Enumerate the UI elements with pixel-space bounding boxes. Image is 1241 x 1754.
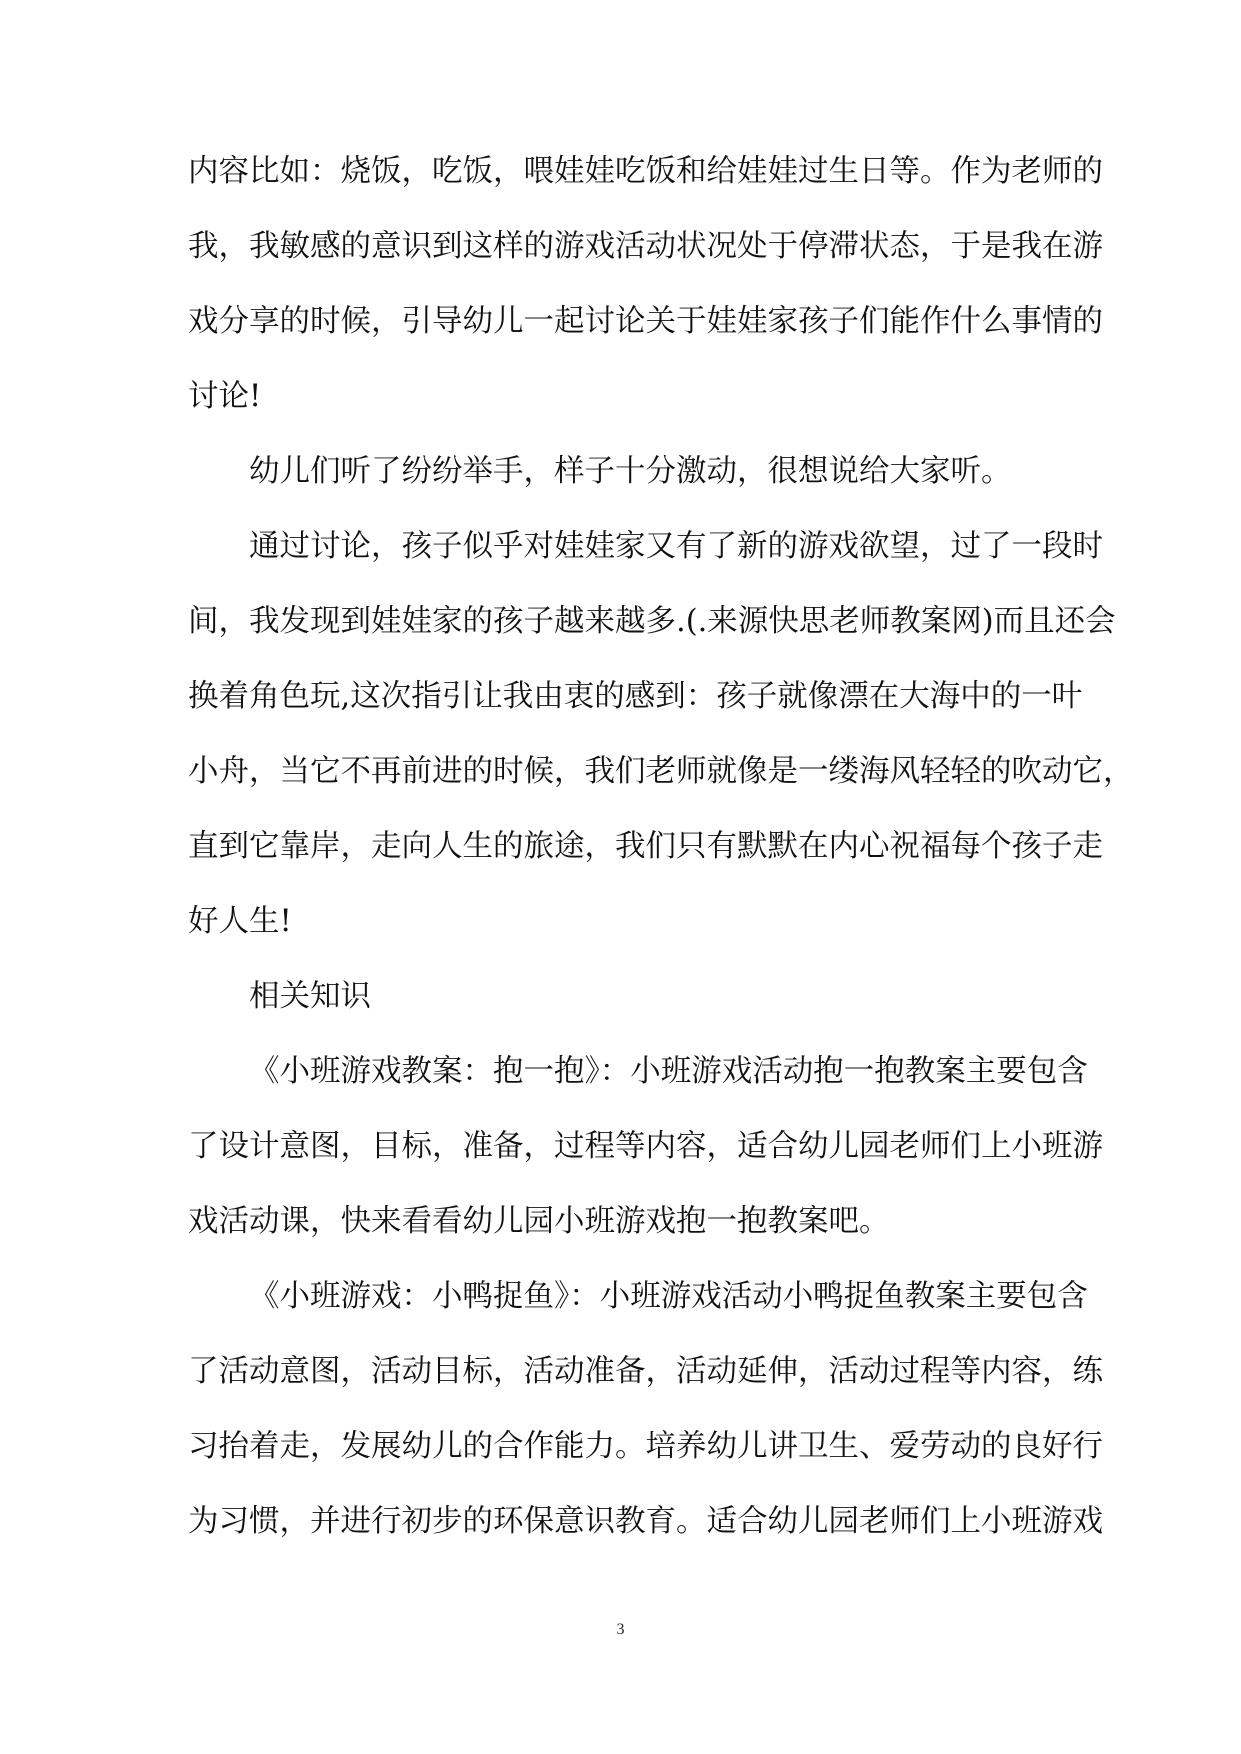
section-heading: 相关知识 <box>249 979 371 1014</box>
paragraph-first-line: 《小班游戏教案：抱一抱》：小班游戏活动抱一抱教案主要包含 <box>249 1054 1088 1089</box>
text-line: 讨论! <box>188 379 262 414</box>
text-line: 习抬着走，发展幼儿的合作能力。培养幼儿讲卫生、爱劳动的良好行 <box>188 1429 1103 1464</box>
text-line: 间，我发现到娃娃家的孩子越来越多.(.来源快思老师教案网)而且还会 <box>188 604 1116 639</box>
paragraph-first-line: 《小班游戏：小鸭捉鱼》：小班游戏活动小鸭捉鱼教案主要包含 <box>249 1279 1088 1314</box>
text-line: 为习惯，并进行初步的环保意识教育。适合幼儿园老师们上小班游戏 <box>188 1504 1103 1539</box>
text-line: 小舟，当它不再前进的时候，我们老师就像是一缕海风轻轻的吹动它， <box>188 754 1134 789</box>
text-line: 了活动意图，活动目标，活动准备，活动延伸，活动过程等内容，练 <box>188 1354 1103 1389</box>
text-line: 好人生! <box>188 904 292 939</box>
page-number: 3 <box>616 1621 625 1638</box>
document-body <box>188 142 1134 1567</box>
text-line: 直到它靠岸，走向人生的旅途，我们只有默默在内心祝福每个孩子走 <box>188 829 1103 864</box>
paragraph-first-line: 幼儿们听了纷纷举手，样子十分激动，很想说给大家听。 <box>249 454 1012 489</box>
text-line: 换着角色玩,这次指引让我由衷的感到：孩子就像漂在大海中的一叶 <box>188 679 1083 714</box>
text-line: 了设计意图，目标，准备，过程等内容，适合幼儿园老师们上小班游 <box>188 1129 1103 1164</box>
paragraph-first-line: 通过讨论，孩子似乎对娃娃家又有了新的游戏欲望，过了一段时 <box>249 529 1103 564</box>
text-line: 内容比如：烧饭，吃饭，喂娃娃吃饭和给娃娃过生日等。作为老师的 <box>188 154 1103 189</box>
text-line: 戏活动课，快来看看幼儿园小班游戏抱一抱教案吧。 <box>188 1204 890 1239</box>
text-line: 我，我敏感的意识到这样的游戏活动状况处于停滞状态，于是我在游 <box>188 229 1103 264</box>
text-line: 戏分享的时候，引导幼儿一起讨论关于娃娃家孩子们能作什么事情的 <box>188 304 1103 339</box>
